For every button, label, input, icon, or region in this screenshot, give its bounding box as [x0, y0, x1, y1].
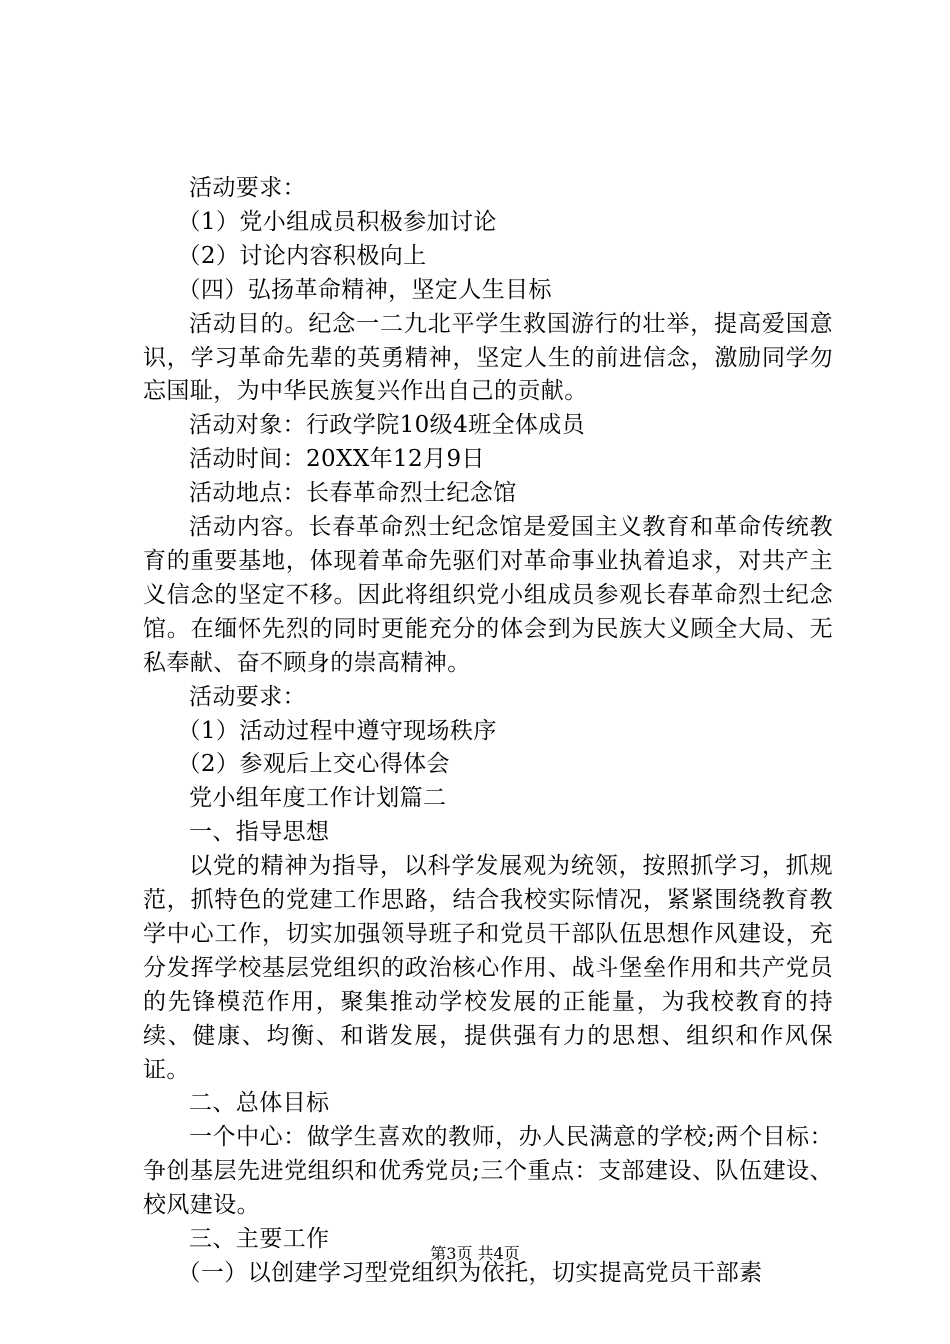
- paragraph: 活动时间：20XX年12月9日: [189, 446, 485, 473]
- paragraph: 二、总体目标: [189, 1090, 330, 1117]
- paragraph: 三、主要工作: [189, 1226, 330, 1253]
- paragraph: （2）讨论内容积极向上: [177, 242, 427, 269]
- paragraph: 以党的精神为指导，以科学发展观为统领，按照抓学习，抓规范，抓特色的党建工作思路，结合我校实际情况，紧紧围绕教育教学中心工作，切实加强领导班子和党员干部队伍思想作风建设，充分发挥学校基层党组织的政治核心作用、战斗堡垒作用和共产党员的先锋模范作用，聚集推动学校发展的正能量，为我校教育的持续、健康、均衡、和谐发展，提供强有力的思想、组织和作风保证。: [143, 853, 833, 1083]
- paragraph: （1）活动过程中遵守现场秩序: [177, 717, 497, 744]
- paragraph: 一、指导思想: [189, 819, 330, 846]
- page-footer: 第3页 共4页: [430, 1244, 520, 1263]
- paragraph: （1）党小组成员积极参加讨论: [177, 208, 497, 235]
- paragraph: 活动内容。长春革命烈士纪念馆是爱国主义教育和革命传统教育的重要基地，体现着革命先驱们对革命事业执着追求，对共产主义信念的坚定不移。因此将组织党小组成员参观长春革命烈士纪念馆。在缅怀先烈的同时更能充分的体会到为民族大义顾全大局、无私奉献、奋不顾身的崇高精神。: [143, 514, 833, 676]
- paragraph: 活动地点：长春革命烈士纪念馆: [189, 480, 517, 507]
- paragraph: 党小组年度工作计划篇二: [189, 785, 447, 812]
- paragraph: 一个中心：做学生喜欢的教师，办人民满意的学校;两个目标：争创基层先进党组织和优秀党员;三个重点：支部建设、队伍建设、校风建设。: [143, 1124, 833, 1219]
- paragraph: （四）弘扬革命精神，坚定人生目标: [177, 276, 552, 303]
- paragraph: （2）参观后上交心得体会: [177, 751, 450, 778]
- paragraph: 活动要求：: [189, 683, 306, 710]
- paragraph: （一）以创建学习型党组织为依托，切实提高党员干部素: [177, 1260, 763, 1286]
- document-body: [143, 172, 833, 1291]
- paragraph: 活动对象：行政学院10级4班全体成员: [189, 412, 586, 439]
- paragraph: 活动要求：: [189, 175, 306, 201]
- paragraph: 活动目的。纪念一二九北平学生救国游行的壮举，提高爱国意识，学习革命先辈的英勇精神，坚定人生的前进信念，激励同学勿忘国耻，为中华民族复兴作出自己的贡献。: [143, 310, 833, 405]
